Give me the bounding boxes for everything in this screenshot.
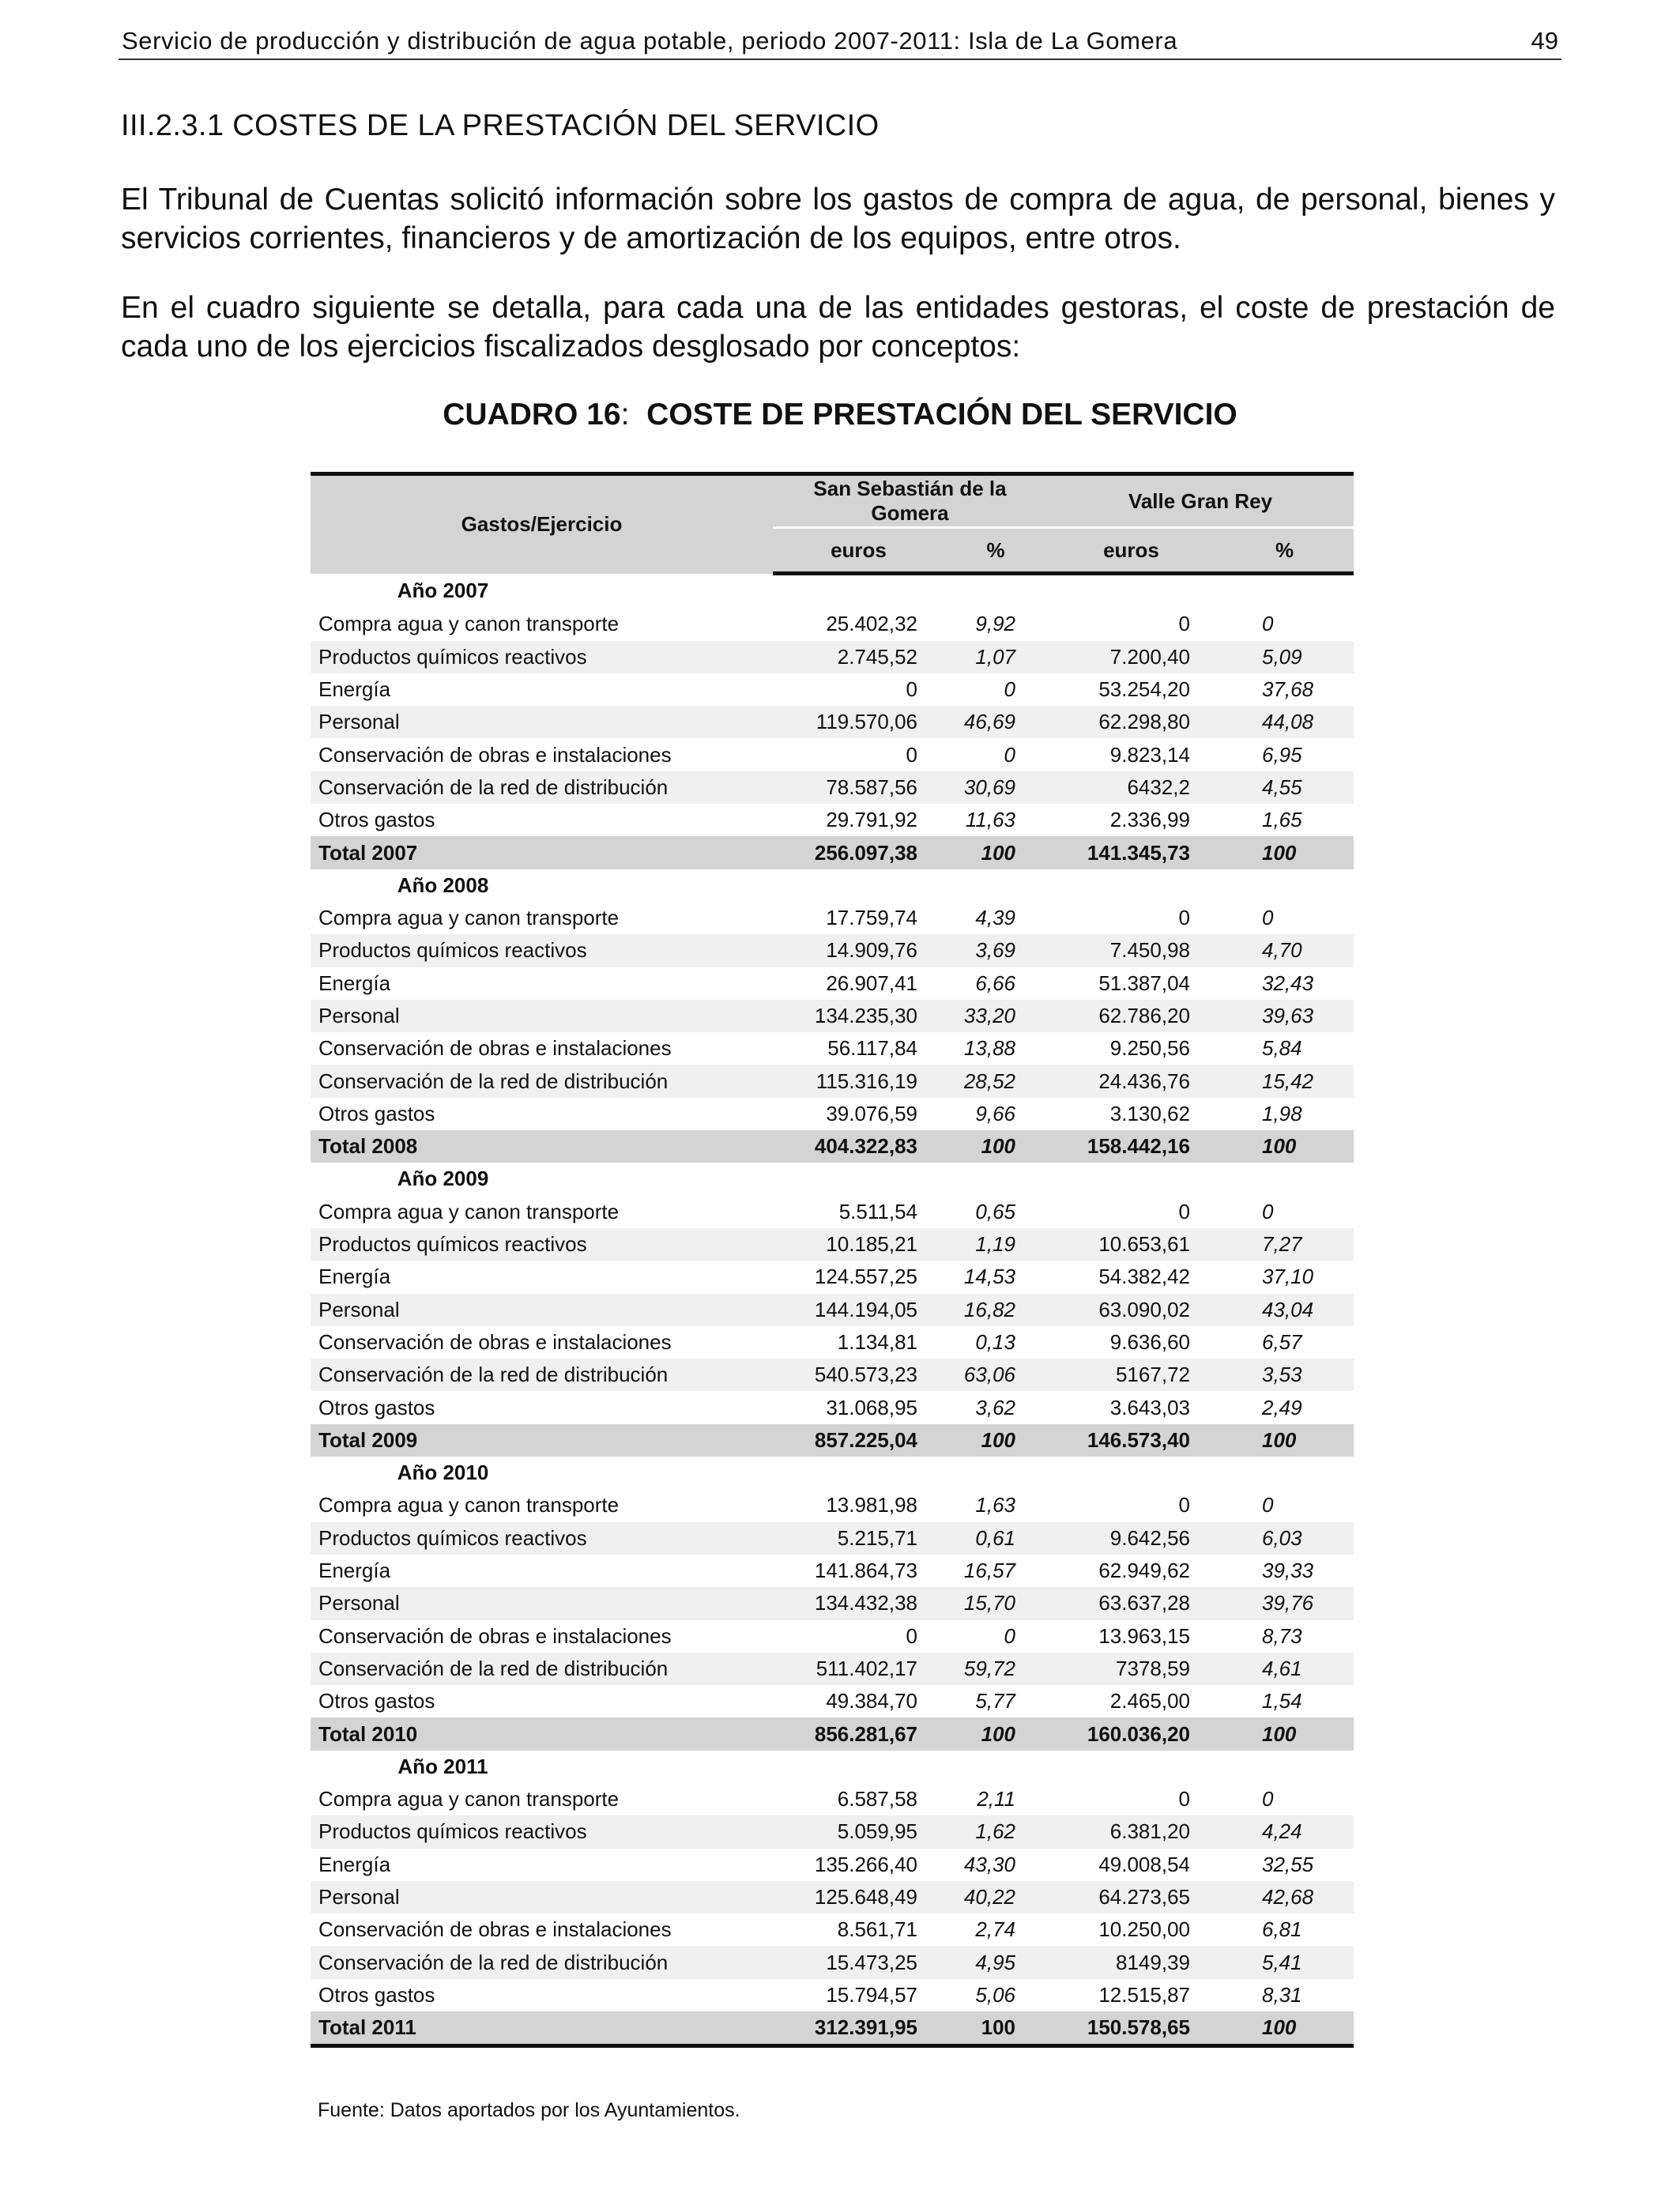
euros-san-sebastian-cell: 78.587,56 <box>773 771 944 804</box>
percent-san-sebastian-cell: 0,65 <box>975 1199 1015 1223</box>
concept-cell: Energía <box>318 971 391 995</box>
table-row <box>311 1815 1354 1848</box>
total-percent-san-sebastian-cell: 100 <box>944 836 1047 869</box>
concept-cell: Conservación de obras e instalaciones <box>318 1329 672 1354</box>
table-row <box>311 1228 1354 1261</box>
percent-valle-gran-rey-cell: 5,84 <box>1262 1036 1302 1061</box>
empty-cell <box>1215 1751 1354 1783</box>
euros-valle-gran-rey-cell: 63.090,02 <box>1047 1294 1215 1326</box>
percent-valle-gran-rey-cell: 32,55 <box>1262 1852 1314 1876</box>
empty-cell <box>944 869 1047 902</box>
concept-cell: Conservación de obras e instalaciones <box>318 742 672 767</box>
table-row <box>311 1098 1354 1130</box>
total-row <box>311 836 1354 869</box>
euros-valle-gran-rey-cell: 3.643,03 <box>1109 1395 1190 1419</box>
table-source-note: Fuente: Datos aportados por los Ayuntamientos. <box>318 2099 740 2121</box>
table-row <box>311 1587 1354 1619</box>
percent-san-sebastian-cell: 3,62 <box>975 1395 1015 1419</box>
percent-valle-gran-rey-cell: 2,49 <box>1262 1395 1302 1419</box>
year-label: Año 2007 <box>397 578 489 602</box>
percent-san-sebastian-cell: 11,63 <box>965 808 1015 832</box>
percent-san-sebastian-cell: 5,06 <box>975 1982 1015 2007</box>
euros-san-sebastian-cell: 141.864,73 <box>814 1559 917 1583</box>
euros-san-sebastian-cell: 511.402,17 <box>773 1653 944 1685</box>
percent-valle-gran-rey-cell: 8,73 <box>1262 1623 1302 1648</box>
year-header-row <box>311 1751 1354 1783</box>
table-row <box>311 673 1354 706</box>
euros-valle-gran-rey-cell: 2.465,00 <box>1109 1689 1190 1713</box>
percent-san-sebastian-cell: 2,11 <box>977 1787 1015 1811</box>
year-header-row <box>311 1457 1354 1489</box>
corner-header: Gastos/Ejercicio <box>311 474 773 574</box>
concept-cell: Compra agua y canon transporte <box>318 1199 620 1223</box>
table-row <box>311 1522 1354 1555</box>
percent-san-sebastian-cell: 13,88 <box>963 1036 1015 1061</box>
percent-valle-gran-rey-cell: 4,70 <box>1215 934 1354 967</box>
percent-san-sebastian-cell: 4,39 <box>975 906 1015 930</box>
euros-san-sebastian-cell: 10.185,21 <box>773 1228 944 1261</box>
year-header-row <box>311 869 1354 902</box>
total-euros-san-sebastian-cell: 857.225,04 <box>773 1424 944 1457</box>
percent-valle-gran-rey-cell: 6,57 <box>1262 1329 1302 1354</box>
total-percent-valle-gran-rey-cell: 100 <box>1215 1130 1354 1163</box>
euros-valle-gran-rey-cell: 24.436,76 <box>1047 1065 1215 1097</box>
percent-san-sebastian-cell: 4,95 <box>944 1946 1047 1978</box>
concept-cell: Otros gastos <box>318 808 435 832</box>
table-row <box>311 738 1354 771</box>
euros-valle-gran-rey-cell: 0 <box>1178 1199 1190 1223</box>
table-row <box>311 1685 1354 1717</box>
total-percent-valle-gran-rey-cell: 100 <box>1215 1424 1354 1457</box>
percent-san-sebastian-cell: 1,07 <box>944 641 1047 673</box>
euros-san-sebastian-cell: 17.759,74 <box>826 906 917 930</box>
percent-valle-gran-rey-cell: 1,65 <box>1262 808 1302 832</box>
empty-cell <box>1047 1751 1215 1783</box>
empty-cell <box>1047 574 1215 609</box>
table-row <box>311 902 1354 934</box>
euros-valle-gran-rey-cell: 62.786,20 <box>1047 1000 1215 1032</box>
concept-cell: Otros gastos <box>318 1101 435 1125</box>
percent-valle-gran-rey-cell: 6,95 <box>1262 742 1302 767</box>
concept-cell: Conservación de la red de distribución <box>311 1946 773 1978</box>
concept-cell: Conservación de la red de distribución <box>311 771 773 804</box>
table-row <box>311 1261 1354 1293</box>
euros-san-sebastian-cell: 15.473,25 <box>773 1946 944 1978</box>
concept-cell: Conservación de obras e instalaciones <box>318 1036 672 1061</box>
concept-cell: Compra agua y canon transporte <box>318 906 620 930</box>
percent-san-sebastian-cell: 16,82 <box>944 1294 1047 1326</box>
euros-san-sebastian-cell: 14.909,76 <box>773 934 944 967</box>
euros-valle-gran-rey-cell: 5167,72 <box>1047 1359 1215 1391</box>
concept-cell: Energía <box>318 1852 391 1876</box>
euros-san-sebastian-cell: 0 <box>906 742 917 767</box>
table-row <box>311 1881 1354 1913</box>
concept-cell: Energía <box>318 1559 391 1583</box>
percent-san-sebastian-cell: 33,20 <box>944 1000 1047 1032</box>
total-percent-san-sebastian-cell: 100 <box>944 1717 1047 1750</box>
percent-san-sebastian-cell: 1,19 <box>944 1228 1047 1261</box>
table-row <box>311 1032 1354 1065</box>
empty-cell <box>944 574 1047 609</box>
empty-cell <box>773 1457 944 1489</box>
table-row <box>311 804 1354 836</box>
percent-san-sebastian-cell: 46,69 <box>944 706 1047 738</box>
euros-san-sebastian-cell: 15.794,57 <box>826 1982 917 2007</box>
total-label-cell: Total 2008 <box>311 1130 773 1163</box>
table-row <box>311 967 1354 1000</box>
empty-cell <box>1215 574 1354 609</box>
year-label: Año 2008 <box>397 873 489 897</box>
percent-san-sebastian-cell: 1,63 <box>975 1493 1015 1517</box>
table-row <box>311 1620 1354 1653</box>
table-row <box>311 1489 1354 1521</box>
concept-cell: Productos químicos reactivos <box>311 1815 773 1848</box>
percent-valle-gran-rey-cell: 4,24 <box>1215 1815 1354 1848</box>
concept-cell: Conservación de la red de distribución <box>311 1065 773 1097</box>
table-row <box>311 1653 1354 1685</box>
header-title: Servicio de producción y distribución de agua potable, periodo 2007-2011: Isla de La Gomera <box>122 27 1178 55</box>
total-row <box>311 1424 1354 1457</box>
euros-san-sebastian-cell: 125.648,49 <box>773 1881 944 1913</box>
euros-san-sebastian-cell: 6.587,58 <box>837 1787 917 1811</box>
total-euros-san-sebastian-cell: 856.281,67 <box>773 1717 944 1750</box>
table-row <box>311 706 1354 738</box>
euros-valle-gran-rey-cell: 49.008,54 <box>1098 1852 1190 1876</box>
percent-valle-gran-rey-cell: 3,53 <box>1215 1359 1354 1391</box>
empty-cell <box>773 1751 944 1783</box>
percent-san-sebastian-cell: 9,66 <box>975 1101 1015 1125</box>
concept-cell: Conservación de la red de distribución <box>311 1359 773 1391</box>
percent-san-sebastian-cell: 3,69 <box>944 934 1047 967</box>
percent-san-sebastian-cell: 15,70 <box>944 1587 1047 1619</box>
percent-san-sebastian-cell: 0,13 <box>975 1329 1015 1354</box>
euros-valle-gran-rey-cell: 62.949,62 <box>1098 1559 1190 1583</box>
table-row <box>311 1946 1354 1978</box>
total-percent-valle-gran-rey-cell: 100 <box>1215 836 1354 869</box>
percent-san-sebastian-cell: 0 <box>1004 1623 1015 1648</box>
subheader-euros-2: euros <box>1047 528 1215 574</box>
euros-valle-gran-rey-cell: 10.250,00 <box>1098 1917 1190 1942</box>
year-label: Año 2011 <box>397 1754 488 1778</box>
percent-san-sebastian-cell: 63,06 <box>944 1359 1047 1391</box>
percent-valle-gran-rey-cell: 7,27 <box>1215 1228 1354 1261</box>
percent-san-sebastian-cell: 16,57 <box>963 1559 1015 1583</box>
concept-cell: Productos químicos reactivos <box>311 1228 773 1261</box>
percent-valle-gran-rey-cell: 4,61 <box>1215 1653 1354 1685</box>
concept-cell: Productos químicos reactivos <box>311 641 773 673</box>
euros-valle-gran-rey-cell: 7.200,40 <box>1047 641 1215 673</box>
concept-cell: Personal <box>311 706 773 738</box>
euros-san-sebastian-cell: 25.402,32 <box>826 612 917 636</box>
total-euros-valle-gran-rey-cell: 141.345,73 <box>1047 836 1215 869</box>
euros-san-sebastian-cell: 8.561,71 <box>837 1917 917 1942</box>
total-euros-valle-gran-rey-cell: 146.573,40 <box>1047 1424 1215 1457</box>
table-row <box>311 1555 1354 1587</box>
table-row <box>311 1294 1354 1326</box>
concept-cell: Compra agua y canon transporte <box>318 1787 620 1811</box>
year-header-row <box>311 574 1354 609</box>
total-row <box>311 1130 1354 1163</box>
percent-valle-gran-rey-cell: 37,68 <box>1262 677 1314 702</box>
percent-valle-gran-rey-cell: 1,98 <box>1262 1101 1302 1125</box>
table-row <box>311 1065 1354 1097</box>
empty-cell <box>1047 1163 1215 1195</box>
euros-san-sebastian-cell: 56.117,84 <box>827 1036 917 1061</box>
percent-valle-gran-rey-cell: 15,42 <box>1215 1065 1354 1097</box>
euros-valle-gran-rey-cell: 10.653,61 <box>1047 1228 1215 1261</box>
percent-valle-gran-rey-cell: 8,31 <box>1262 1982 1302 2007</box>
euros-valle-gran-rey-cell: 0 <box>1178 906 1190 930</box>
euros-valle-gran-rey-cell: 8149,39 <box>1047 1946 1215 1978</box>
concept-cell: Personal <box>311 1294 773 1326</box>
percent-san-sebastian-cell: 59,72 <box>944 1653 1047 1685</box>
table-title-colon: : <box>620 398 630 432</box>
euros-valle-gran-rey-cell: 13.963,15 <box>1098 1623 1190 1648</box>
total-row <box>311 2011 1354 2046</box>
year-header-row <box>311 1163 1354 1195</box>
table-description-paragraph: En el cuadro siguiente se detalla, para cada una de las entidades gestoras, el coste de prestación de cada uno de los ejercicios fiscalizados desglosado por conceptos: <box>121 291 1555 364</box>
euros-valle-gran-rey-cell: 9.250,56 <box>1109 1036 1190 1061</box>
euros-san-sebastian-cell: 13.981,98 <box>826 1493 917 1517</box>
table-row <box>311 1913 1354 1946</box>
euros-valle-gran-rey-cell: 63.637,28 <box>1047 1587 1215 1619</box>
percent-valle-gran-rey-cell: 39,76 <box>1215 1587 1354 1619</box>
cost-table <box>311 472 1354 2048</box>
empty-cell <box>1215 869 1354 902</box>
empty-cell <box>1215 1163 1354 1195</box>
concept-cell: Otros gastos <box>318 1395 435 1419</box>
percent-san-sebastian-cell: 0 <box>1004 742 1015 767</box>
total-percent-valle-gran-rey-cell: 100 <box>1215 1717 1354 1750</box>
percent-san-sebastian-cell: 30,69 <box>944 771 1047 804</box>
euros-san-sebastian-cell: 540.573,23 <box>773 1359 944 1391</box>
euros-valle-gran-rey-cell: 9.642,56 <box>1047 1522 1215 1555</box>
euros-san-sebastian-cell: 2.745,52 <box>773 641 944 673</box>
total-label-cell: Total 2007 <box>311 836 773 869</box>
year-label: Año 2010 <box>397 1461 489 1485</box>
euros-valle-gran-rey-cell: 9.823,14 <box>1109 742 1190 767</box>
euros-san-sebastian-cell: 31.068,95 <box>826 1395 917 1419</box>
euros-san-sebastian-cell: 49.384,70 <box>826 1689 917 1713</box>
euros-san-sebastian-cell: 5.059,95 <box>773 1815 944 1848</box>
concept-cell: Conservación de la red de distribución <box>311 1653 773 1685</box>
empty-cell <box>1047 1457 1215 1489</box>
euros-san-sebastian-cell: 134.432,38 <box>773 1587 944 1619</box>
page-header <box>119 24 1561 60</box>
concept-cell: Compra agua y canon transporte <box>318 612 620 636</box>
entity-header-valle-gran-rey: Valle Gran Rey <box>1047 474 1354 528</box>
subheader-percent-1: % <box>944 528 1047 574</box>
table-row <box>311 1391 1354 1423</box>
total-percent-san-sebastian-cell: 100 <box>944 1424 1047 1457</box>
table-row <box>311 934 1354 967</box>
empty-cell <box>773 574 944 609</box>
table-number: CUADRO 16 <box>443 398 621 432</box>
concept-cell: Conservación de obras e instalaciones <box>318 1917 672 1942</box>
table-row <box>311 641 1354 673</box>
euros-san-sebastian-cell: 1.134,81 <box>837 1329 917 1354</box>
euros-valle-gran-rey-cell: 9.636,60 <box>1109 1329 1190 1354</box>
concept-cell: Conservación de obras e instalaciones <box>318 1623 672 1648</box>
percent-valle-gran-rey-cell: 1,54 <box>1262 1689 1302 1713</box>
empty-cell <box>944 1163 1047 1195</box>
table-row <box>311 1326 1354 1359</box>
table-row <box>311 1000 1354 1032</box>
concept-cell: Energía <box>318 1265 391 1289</box>
subheader-percent-2: % <box>1215 528 1354 574</box>
euros-san-sebastian-cell: 134.235,30 <box>773 1000 944 1032</box>
percent-valle-gran-rey-cell: 37,10 <box>1262 1265 1314 1289</box>
table-body <box>311 574 1354 2046</box>
euros-san-sebastian-cell: 39.076,59 <box>826 1101 917 1125</box>
table-title <box>0 398 1680 432</box>
total-euros-valle-gran-rey-cell: 150.578,65 <box>1047 2011 1215 2046</box>
percent-valle-gran-rey-cell: 0 <box>1262 612 1274 636</box>
euros-san-sebastian-cell: 26.907,41 <box>826 971 917 995</box>
concept-cell: Energía <box>318 677 391 702</box>
percent-valle-gran-rey-cell: 0 <box>1262 1787 1274 1811</box>
table-title-text: COSTE DE PRESTACIÓN DEL SERVICIO <box>646 398 1237 432</box>
euros-san-sebastian-cell: 115.316,19 <box>773 1065 944 1097</box>
percent-valle-gran-rey-cell: 0 <box>1262 1493 1274 1517</box>
total-percent-san-sebastian-cell: 100 <box>944 1130 1047 1163</box>
table-row <box>311 1849 1354 1881</box>
page-number: 49 <box>1531 27 1558 55</box>
euros-valle-gran-rey-cell: 54.382,42 <box>1098 1265 1190 1289</box>
concept-cell: Otros gastos <box>318 1982 435 2007</box>
total-label-cell: Total 2011 <box>311 2011 773 2046</box>
concept-cell: Personal <box>311 1000 773 1032</box>
percent-san-sebastian-cell: 2,74 <box>975 1917 1015 1942</box>
entity-header-san-sebastian: San Sebastián de la Gomera <box>773 474 1047 528</box>
euros-valle-gran-rey-cell: 6.381,20 <box>1047 1815 1215 1848</box>
empty-cell <box>1047 869 1215 902</box>
percent-san-sebastian-cell: 14,53 <box>963 1265 1015 1289</box>
euros-valle-gran-rey-cell: 0 <box>1178 1493 1190 1517</box>
percent-san-sebastian-cell: 1,62 <box>944 1815 1047 1848</box>
year-label: Año 2009 <box>397 1167 489 1191</box>
total-percent-san-sebastian-cell: 100 <box>944 2011 1047 2046</box>
euros-valle-gran-rey-cell: 12.515,87 <box>1098 1982 1190 2007</box>
euros-valle-gran-rey-cell: 64.273,65 <box>1047 1881 1215 1913</box>
percent-valle-gran-rey-cell: 6,03 <box>1215 1522 1354 1555</box>
euros-san-sebastian-cell: 0 <box>906 1623 917 1648</box>
percent-valle-gran-rey-cell: 5,41 <box>1215 1946 1354 1978</box>
concept-cell: Compra agua y canon transporte <box>318 1493 620 1517</box>
table-row <box>311 1359 1354 1391</box>
total-percent-valle-gran-rey-cell: 100 <box>1215 2011 1354 2046</box>
euros-san-sebastian-cell: 135.266,40 <box>814 1852 917 1876</box>
concept-cell: Personal <box>311 1881 773 1913</box>
percent-valle-gran-rey-cell: 39,63 <box>1215 1000 1354 1032</box>
intro-paragraph: El Tribunal de Cuentas solicitó información sobre los gastos de compra de agua, de personal, bienes y servicios corrientes, financieros y de amortización de los equipos, entre otros. <box>121 183 1555 255</box>
percent-valle-gran-rey-cell: 43,04 <box>1215 1294 1354 1326</box>
percent-valle-gran-rey-cell: 42,68 <box>1215 1881 1354 1913</box>
euros-valle-gran-rey-cell: 51.387,04 <box>1098 971 1190 995</box>
percent-san-sebastian-cell: 0,61 <box>944 1522 1047 1555</box>
total-row <box>311 1717 1354 1750</box>
total-label-cell: Total 2009 <box>311 1424 773 1457</box>
percent-san-sebastian-cell: 6,66 <box>975 971 1015 995</box>
euros-san-sebastian-cell: 5.511,54 <box>838 1199 917 1223</box>
total-euros-valle-gran-rey-cell: 158.442,16 <box>1047 1130 1215 1163</box>
percent-san-sebastian-cell: 28,52 <box>944 1065 1047 1097</box>
euros-san-sebastian-cell: 29.791,92 <box>826 808 917 832</box>
percent-valle-gran-rey-cell: 4,55 <box>1215 771 1354 804</box>
euros-san-sebastian-cell: 5.215,71 <box>773 1522 944 1555</box>
table-row <box>311 771 1354 804</box>
euros-san-sebastian-cell: 144.194,05 <box>773 1294 944 1326</box>
percent-valle-gran-rey-cell: 44,08 <box>1215 706 1354 738</box>
empty-cell <box>944 1457 1047 1489</box>
euros-valle-gran-rey-cell: 3.130,62 <box>1109 1101 1190 1125</box>
percent-valle-gran-rey-cell: 39,33 <box>1262 1559 1314 1583</box>
concept-cell: Productos químicos reactivos <box>311 934 773 967</box>
total-euros-san-sebastian-cell: 404.322,83 <box>773 1130 944 1163</box>
euros-valle-gran-rey-cell: 0 <box>1178 1787 1190 1811</box>
empty-cell <box>773 869 944 902</box>
empty-cell <box>944 1751 1047 1783</box>
euros-valle-gran-rey-cell: 0 <box>1178 612 1190 636</box>
total-euros-san-sebastian-cell: 256.097,38 <box>773 836 944 869</box>
table-row <box>311 1196 1354 1228</box>
table-row <box>311 1979 1354 2011</box>
percent-valle-gran-rey-cell: 6,81 <box>1262 1917 1302 1942</box>
total-euros-valle-gran-rey-cell: 160.036,20 <box>1047 1717 1215 1750</box>
table-row <box>311 1783 1354 1815</box>
euros-san-sebastian-cell: 124.557,25 <box>814 1265 917 1289</box>
percent-san-sebastian-cell: 43,30 <box>963 1852 1015 1876</box>
percent-valle-gran-rey-cell: 0 <box>1262 1199 1274 1223</box>
concept-cell: Otros gastos <box>318 1689 435 1713</box>
cost-table-container <box>311 472 1354 2048</box>
euros-valle-gran-rey-cell: 62.298,80 <box>1047 706 1215 738</box>
euros-valle-gran-rey-cell: 7.450,98 <box>1047 934 1215 967</box>
euros-valle-gran-rey-cell: 53.254,20 <box>1098 677 1190 702</box>
subheader-euros-1: euros <box>773 528 944 574</box>
percent-valle-gran-rey-cell: 0 <box>1262 906 1274 930</box>
empty-cell <box>773 1163 944 1195</box>
empty-cell <box>1215 1457 1354 1489</box>
table-row <box>311 608 1354 640</box>
concept-cell: Personal <box>311 1587 773 1619</box>
percent-san-sebastian-cell: 40,22 <box>944 1881 1047 1913</box>
percent-san-sebastian-cell: 9,92 <box>975 612 1015 636</box>
percent-san-sebastian-cell: 0 <box>1004 677 1015 702</box>
percent-valle-gran-rey-cell: 5,09 <box>1215 641 1354 673</box>
total-label-cell: Total 2010 <box>311 1717 773 1750</box>
euros-valle-gran-rey-cell: 6432,2 <box>1047 771 1215 804</box>
section-heading: III.2.3.1 COSTES DE LA PRESTACIÓN DEL SERVICIO <box>121 109 880 142</box>
total-euros-san-sebastian-cell: 312.391,95 <box>773 2011 944 2046</box>
concept-cell: Productos químicos reactivos <box>311 1522 773 1555</box>
euros-san-sebastian-cell: 119.570,06 <box>773 706 944 738</box>
percent-valle-gran-rey-cell: 32,43 <box>1262 971 1314 995</box>
euros-san-sebastian-cell: 0 <box>906 677 917 702</box>
euros-valle-gran-rey-cell: 7378,59 <box>1047 1653 1215 1685</box>
euros-valle-gran-rey-cell: 2.336,99 <box>1109 808 1190 832</box>
percent-san-sebastian-cell: 5,77 <box>975 1689 1015 1713</box>
